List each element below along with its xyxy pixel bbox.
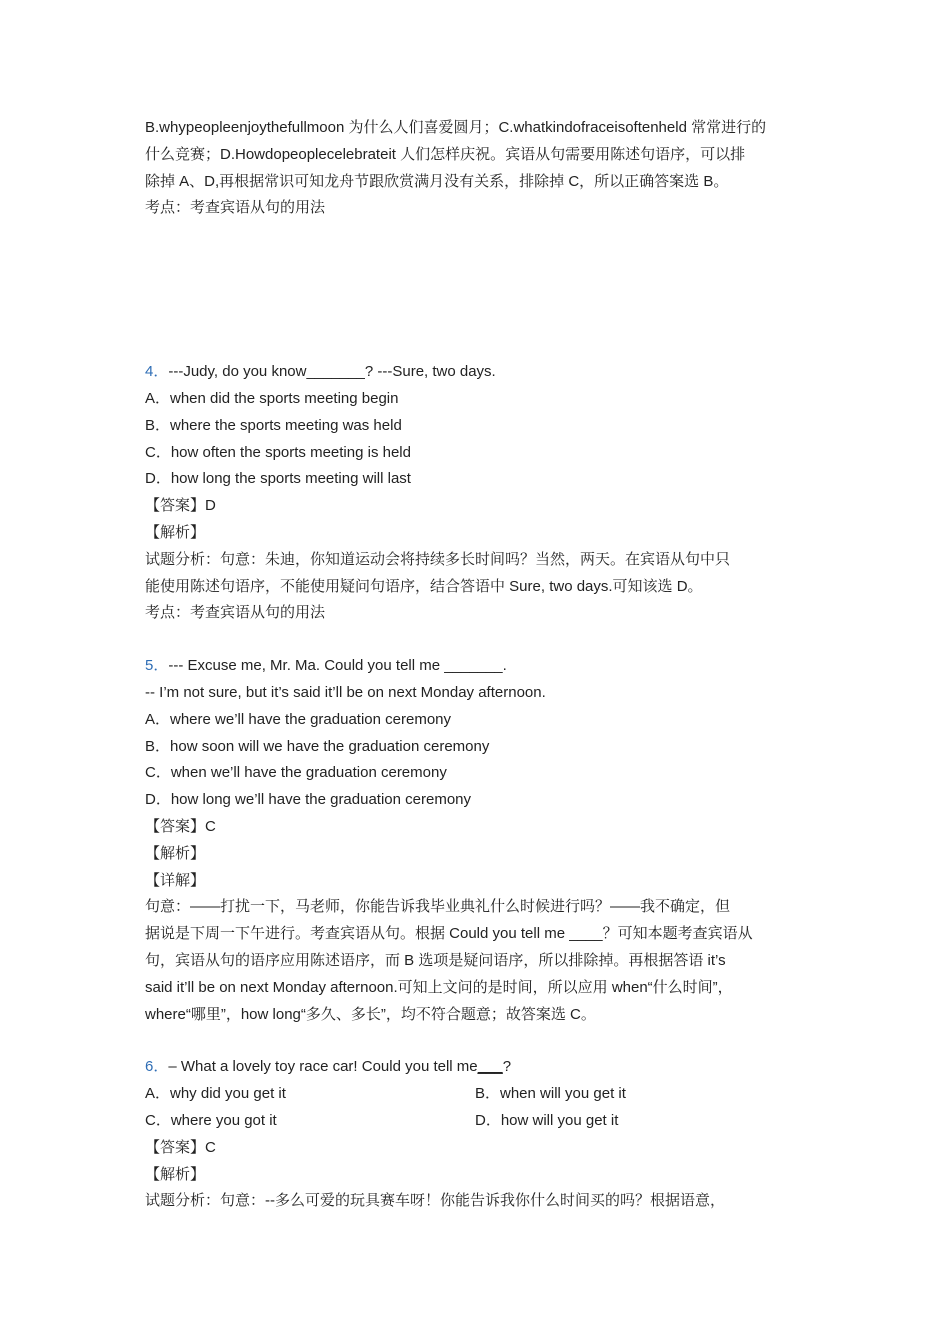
q4-stem: ---Judy, do you know_______? ---Sure, two days.: [168, 363, 496, 381]
q6-stem-pre: – What a lovely toy race car! Could you tell me: [168, 1058, 478, 1076]
q5-option-b: B．how soon will we have the graduation ceremony: [145, 737, 490, 755]
q5-option-c: C．when we’ll have the graduation ceremony: [145, 764, 447, 782]
q4-analysis-line: 能使用陈述句语序，不能使用疑问句语序，结合答语中 Sure, two days.可知该选 D。: [145, 577, 703, 595]
q6-option-b: B．when will you get it: [475, 1085, 626, 1103]
q6-number: 6．: [145, 1058, 169, 1076]
spacer: [145, 222, 810, 359]
q5-option-a: A．where we’ll have the graduation ceremony: [145, 710, 451, 728]
q5-analysis-line: 据说是下周一下午进行。考查宾语从句。根据 Could you tell me ____？可知本题考查宾语从: [145, 925, 753, 943]
q6-blank: ___: [477, 1058, 503, 1076]
q5-xiangjie-label: 【详解】: [145, 871, 206, 889]
q4-option-d: D．how long the sports meeting will last: [145, 470, 411, 488]
q6-options-row: [145, 1081, 810, 1108]
q5-number: 5．: [145, 657, 169, 675]
q5-analysis-line: where“哪里”，how long“多久、多长”，均不符合题意；故答案选 C。: [145, 1005, 596, 1023]
spacer: [145, 1028, 810, 1054]
q6-stem-post: ?: [502, 1058, 512, 1076]
q4-number: 4．: [145, 363, 169, 381]
document-content: [145, 115, 810, 1215]
q5-jiexi-label: 【解析】: [145, 844, 206, 862]
q4-stem-line: [145, 359, 810, 386]
q6-option-a: A．why did you get it: [145, 1085, 286, 1103]
q4-kaodian: 考点：考查宾语从句的用法: [145, 604, 326, 622]
prev-kaodian: 考点：考查宾语从句的用法: [145, 199, 326, 217]
q4-option-c: C．how often the sports meeting is held: [145, 443, 411, 461]
spacer: [145, 627, 810, 653]
q5-answer: 【答案】C: [145, 817, 216, 835]
q6-jiexi-label: 【解析】: [145, 1165, 206, 1183]
prev-analysis-line: B.whypeopleenjoythefullmoon 为什么人们喜爱圆月；C.whatkindofraceisoftenheld 常常进行的: [145, 119, 767, 136]
q5-stem: --- Excuse me, Mr. Ma. Could you tell me _______.: [168, 657, 507, 675]
q4-answer: 【答案】D: [145, 497, 216, 515]
q4-option-a: A．when did the sports meeting begin: [145, 389, 399, 407]
q5-stem-line: [145, 653, 810, 680]
q5-analysis-line: 句意：——打扰一下，马老师，你能告诉我毕业典礼什么时候进行吗？——我不确定，但: [145, 898, 731, 916]
q4-jiexi-label: 【解析】: [145, 523, 206, 541]
q6-stem-line: [145, 1054, 810, 1081]
q4-analysis-line: 试题分析：句意：朱迪，你知道运动会将持续多长时间吗？当然，两天。在宾语从句中只: [145, 550, 731, 568]
q6-option-d: D．how will you get it: [475, 1111, 619, 1129]
q4-option-b: B．where the sports meeting was held: [145, 416, 402, 434]
q5-analysis-line: 句，宾语从句的语序应用陈述语序，而 B 选项是疑问语序，所以排除掉。再根据答语 it’s: [145, 951, 726, 969]
q6-options-row: [145, 1108, 810, 1135]
prev-analysis-line: 什么竞赛；D.Howdopeoplecelebrateit 人们怎样庆祝。宾语从句需要用陈述句语序，可以排: [145, 145, 746, 163]
q6-answer: 【答案】C: [145, 1138, 216, 1156]
q6-analysis-line: 试题分析：句意：--多么可爱的玩具赛车呀！你能告诉我你什么时间买的吗？根据语意，: [145, 1192, 725, 1210]
prev-analysis-line: 除掉 A、D,再根据常识可知龙舟节跟欣赏满月没有关系，排除掉 C，所以正确答案选 B。: [145, 172, 729, 190]
q5-analysis-line: said it’ll be on next Monday afternoon.可知上文问的是时间，所以应用 when“什么时间”，: [145, 978, 733, 996]
q5-stem-reply: -- I’m not sure, but it’s said it’ll be on next Monday afternoon.: [145, 683, 546, 701]
q6-option-c: C．where you got it: [145, 1111, 277, 1129]
q5-option-d: D．how long we’ll have the graduation ceremony: [145, 791, 472, 809]
